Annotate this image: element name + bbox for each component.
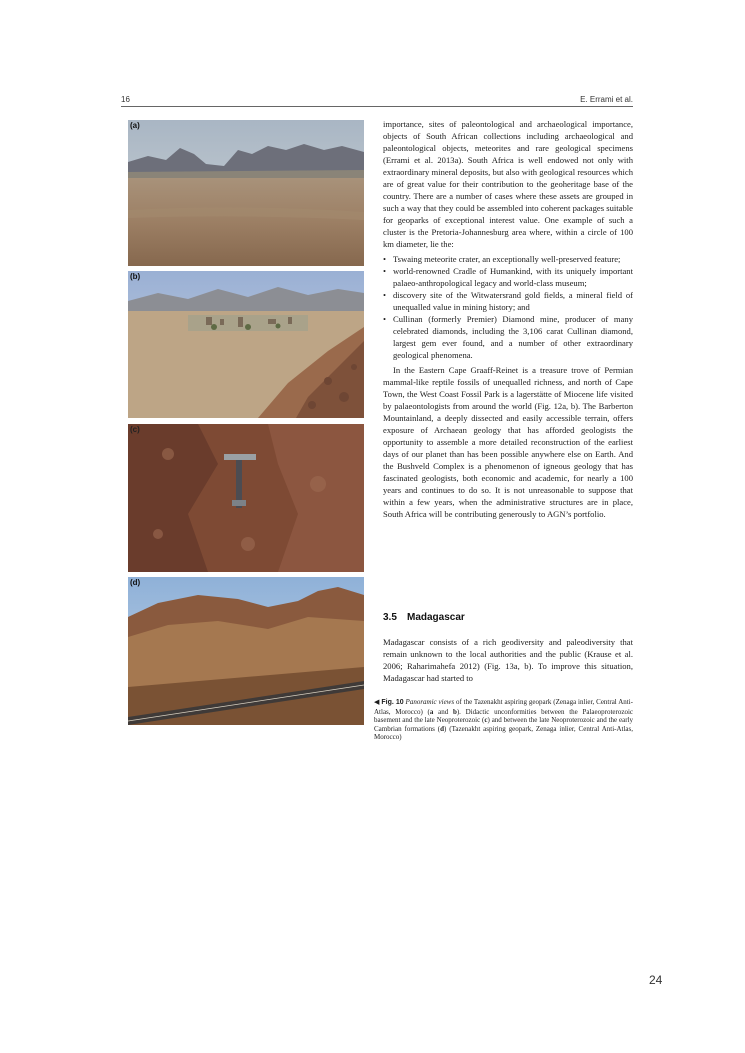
figure-caption <box>374 698 633 742</box>
caption-text: ) and between the late Neoproterozoic and the early Cambrian formations ( <box>374 716 634 733</box>
list-item-text: Tswaing meteorite crater, an exceptionally well-preserved feature; <box>393 254 621 264</box>
page-footer-number: 24 <box>649 973 663 987</box>
caption-ref-d: d <box>440 724 445 733</box>
caption-figure-label: Fig. 10 <box>381 699 404 706</box>
section-body <box>383 636 633 684</box>
bullet-icon: • <box>383 266 387 276</box>
caption-arrow-icon: ◀ <box>374 698 380 706</box>
list-item <box>383 265 633 289</box>
caption-ref-c: c <box>484 716 488 724</box>
caption-text: ) (Tazenakht aspiring geopark, Zenaga inlier, Central Anti-Atlas, Morocco) <box>374 724 633 741</box>
list-item-text: Cullinan (formerly Premier) Diamond mine, producer of many celebrated diamonds, including the 3,106 carat Cullinan diamond, largest gem ever found, and a number of other extraordinary geological phenomena. <box>393 314 633 360</box>
panel-label-d: (d) <box>130 578 141 587</box>
figure-panel-b <box>128 271 364 418</box>
body-text-column <box>383 118 633 520</box>
panel-label-c: (c) <box>130 425 140 434</box>
list-item-text: world-renowned Cradle of Humankind, with its uniquely important palaeo-anthropological legacy and world-class museum; <box>393 266 633 288</box>
panel-label-b: (b) <box>130 272 141 281</box>
caption-italic: Panoramic views <box>405 698 455 706</box>
figure-panel-c <box>128 424 364 572</box>
paragraph-1: importance, sites of paleontological and archaeological importance, objects of South African collections including archaeological and paleontological objects, meteorites and rare geological specimens (Errami et al. 2013a). South Africa is well endowed not only with extraordinary mineral deposits, but also with geological resources which are of great value for their contribution to the geoheritage base of the country. There are a number of cases where these assets are grouped in such a way that they could be assembled into coherent packages suitable for geoparks of exceptional interest value. One example of such a cluster is the Pretoria-Johannesburg area where, within a circle of 100 km diameter, lie the: <box>383 119 633 249</box>
paragraph-2: In the Eastern Cape Graaff-Reinet is a treasure trove of Permian mammal-like reptile fossils of unequalled richness, and north of Cape Town, the West Coast Fossil Park is a lagerstätte of Miocene life visited by palaeontologists from around the world (Fig. 12a, b). The Barberton Mountainland, a deeply dissected and easily accessible terrain, offers exposure of Archaean geology that has afforded geologists the opportunity to assemble a more detailed reconstruction of the earliest days of our planet than has been possible anywhere else on Earth. And the Bushveld Complex is a phenomenon of igneous geology that has fascinated geologists, both economic and academic, for nearly a 100 years and continues to do so. It is not unreasonable to suppose that within a few years, when the administrative structures are in place, South Africa will be contributing generously to AGN’s portfolio. <box>383 365 633 519</box>
header-rule <box>121 106 633 107</box>
panel-label-a: (a) <box>130 121 140 130</box>
list-item-text: discovery site of the Witwatersrand gold fields, a mineral field of unequalled value in mining history; and <box>393 290 633 312</box>
bullet-icon: • <box>383 290 387 300</box>
running-header-authors: E. Errami et al. <box>580 95 633 104</box>
caption-text: and <box>433 707 453 716</box>
caption-ref-b: b <box>452 707 457 716</box>
paragraph-3: Madagascar consists of a rich geodiversity and paleodiversity that remain unknown to the local authorities and the public (Krause et al. 2006; Raharimahefa 2012) (Fig. 13a, b). To improve this situation, Madagascar had started to <box>383 637 633 683</box>
list-item <box>383 253 633 265</box>
figure-panel-d <box>128 577 364 725</box>
section-title: Madagascar <box>407 612 465 623</box>
caption-ref-a: a <box>429 707 434 716</box>
section-heading <box>383 612 465 623</box>
figure-panel-a <box>128 120 364 266</box>
list-item <box>383 313 633 361</box>
caption-text: of the Tazenakht aspiring geopark (Zenaga inlier, Central Anti-Atlas, Morocco) ( <box>374 698 634 716</box>
section-number: 3.5 <box>383 612 397 623</box>
bullet-icon: • <box>383 314 387 324</box>
running-header-page-number: 16 <box>121 95 130 104</box>
list-item <box>383 289 633 313</box>
bullet-list <box>383 253 633 361</box>
bullet-icon: • <box>383 254 387 264</box>
caption-text: ). Didactic unconformities between the Palaeoproterozoic basement and the late Neoproterozoic ( <box>374 707 633 724</box>
